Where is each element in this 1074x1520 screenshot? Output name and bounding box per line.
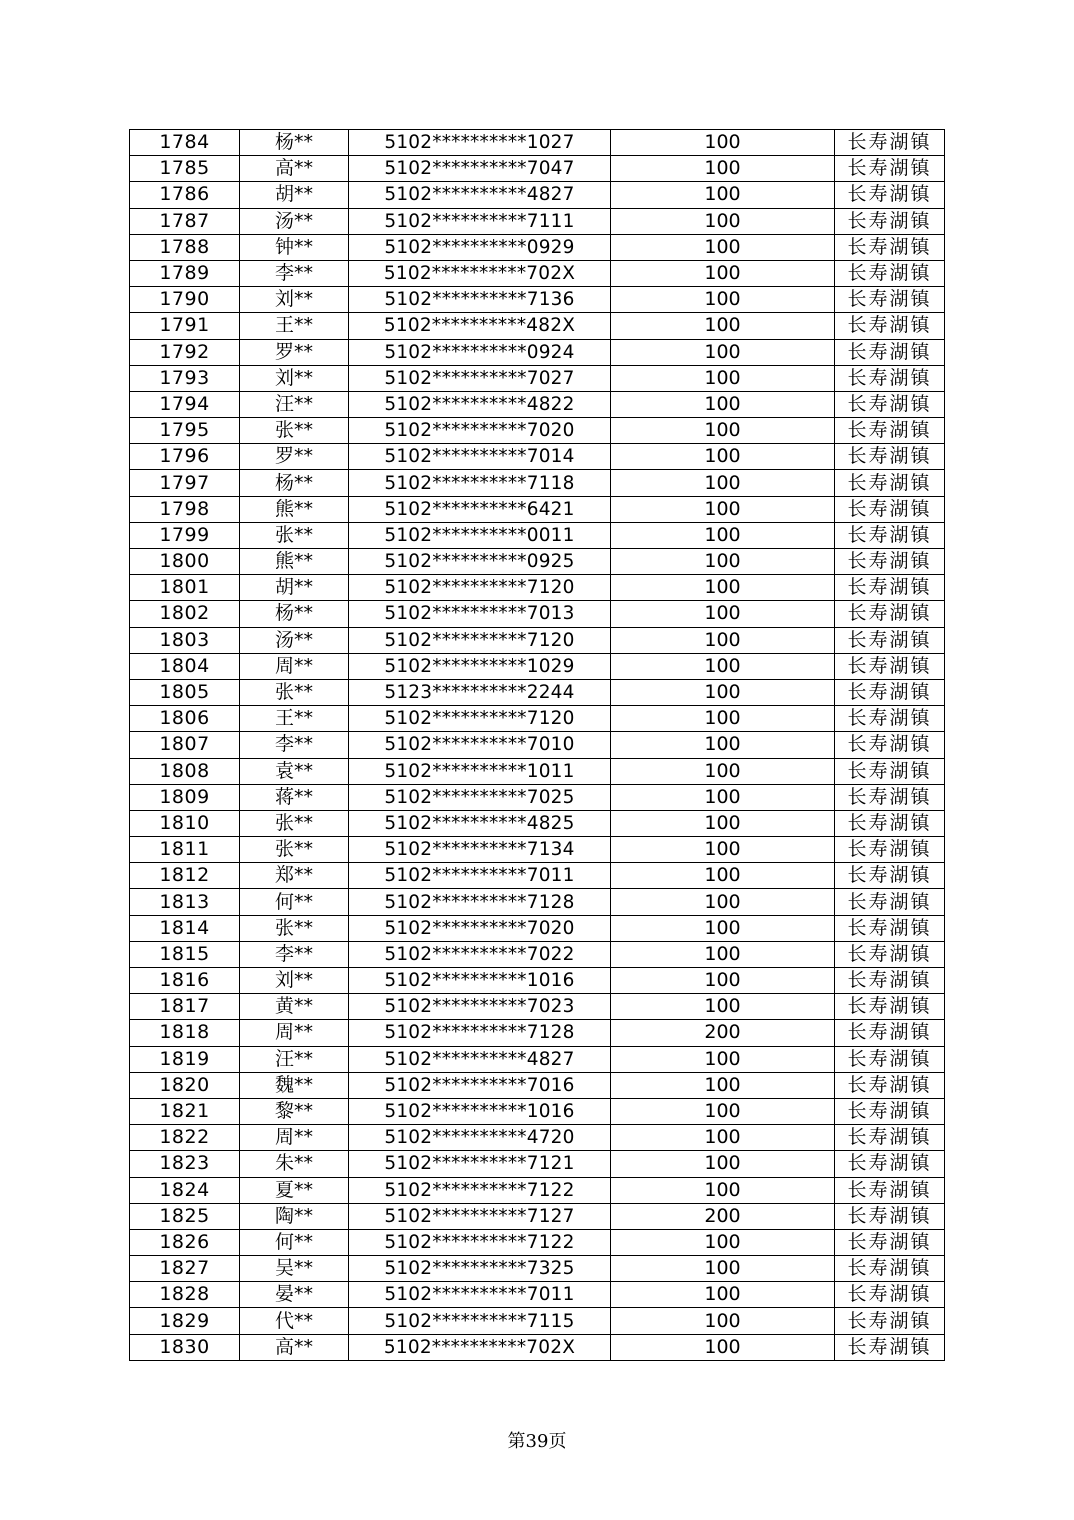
table-row (130, 679, 945, 705)
row-number-cell: 1812 (130, 863, 240, 889)
table-row (130, 1125, 945, 1151)
amount-cell: 100 (611, 470, 835, 496)
roster-table (129, 129, 945, 1361)
amount-cell: 100 (611, 732, 835, 758)
id-number-cell: 5102**********7127 (349, 1203, 611, 1229)
row-number-cell: 1822 (130, 1125, 240, 1151)
id-number-cell: 5102**********7120 (349, 627, 611, 653)
row-number-cell: 1797 (130, 470, 240, 496)
row-number-cell: 1823 (130, 1151, 240, 1177)
person-name-cell: 袁** (240, 758, 349, 784)
table-row (130, 418, 945, 444)
town-name-cell: 长寿湖镇 (835, 1282, 945, 1308)
row-number-cell: 1828 (130, 1282, 240, 1308)
amount-cell: 100 (611, 313, 835, 339)
table-row (130, 313, 945, 339)
amount-cell: 100 (611, 1282, 835, 1308)
person-name-cell: 胡** (240, 182, 349, 208)
town-name-cell: 长寿湖镇 (835, 758, 945, 784)
town-name-cell: 长寿湖镇 (835, 444, 945, 470)
amount-cell: 100 (611, 260, 835, 286)
person-name-cell: 王** (240, 706, 349, 732)
row-number-cell: 1793 (130, 365, 240, 391)
town-name-cell: 长寿湖镇 (835, 522, 945, 548)
table-row (130, 130, 945, 156)
town-name-cell: 长寿湖镇 (835, 810, 945, 836)
amount-cell: 100 (611, 915, 835, 941)
person-name-cell: 何** (240, 889, 349, 915)
table-row (130, 287, 945, 313)
person-name-cell: 蒋** (240, 784, 349, 810)
amount-cell: 100 (611, 1098, 835, 1124)
person-name-cell: 杨** (240, 130, 349, 156)
town-name-cell: 长寿湖镇 (835, 1072, 945, 1098)
table-row (130, 339, 945, 365)
town-name-cell: 长寿湖镇 (835, 837, 945, 863)
id-number-cell: 5102**********7010 (349, 732, 611, 758)
amount-cell: 100 (611, 941, 835, 967)
amount-cell: 100 (611, 391, 835, 417)
table-row (130, 810, 945, 836)
amount-cell: 100 (611, 679, 835, 705)
table-row (130, 1256, 945, 1282)
town-name-cell: 长寿湖镇 (835, 732, 945, 758)
id-number-cell: 5102**********6421 (349, 496, 611, 522)
person-name-cell: 罗** (240, 339, 349, 365)
row-number-cell: 1829 (130, 1308, 240, 1334)
table-row (130, 837, 945, 863)
table-row (130, 496, 945, 522)
row-number-cell: 1819 (130, 1046, 240, 1072)
town-name-cell: 长寿湖镇 (835, 1151, 945, 1177)
table-row (130, 1072, 945, 1098)
row-number-cell: 1802 (130, 601, 240, 627)
town-name-cell: 长寿湖镇 (835, 1098, 945, 1124)
person-name-cell: 朱** (240, 1151, 349, 1177)
id-number-cell: 5102**********7325 (349, 1256, 611, 1282)
person-name-cell: 张** (240, 522, 349, 548)
id-number-cell: 5102**********4720 (349, 1125, 611, 1151)
town-name-cell: 长寿湖镇 (835, 601, 945, 627)
table-row (130, 627, 945, 653)
amount-cell: 100 (611, 968, 835, 994)
row-number-cell: 1803 (130, 627, 240, 653)
id-number-cell: 5102**********0929 (349, 234, 611, 260)
row-number-cell: 1807 (130, 732, 240, 758)
town-name-cell: 长寿湖镇 (835, 1177, 945, 1203)
town-name-cell: 长寿湖镇 (835, 706, 945, 732)
person-name-cell: 汪** (240, 391, 349, 417)
amount-cell: 100 (611, 863, 835, 889)
id-number-cell: 5102**********7020 (349, 418, 611, 444)
person-name-cell: 张** (240, 915, 349, 941)
town-name-cell: 长寿湖镇 (835, 1046, 945, 1072)
id-number-cell: 5102**********7022 (349, 941, 611, 967)
row-number-cell: 1790 (130, 287, 240, 313)
table-row (130, 994, 945, 1020)
id-number-cell: 5102**********7027 (349, 365, 611, 391)
row-number-cell: 1804 (130, 653, 240, 679)
table-row (130, 1098, 945, 1124)
row-number-cell: 1785 (130, 156, 240, 182)
row-number-cell: 1800 (130, 549, 240, 575)
row-number-cell: 1788 (130, 234, 240, 260)
amount-cell: 100 (611, 339, 835, 365)
id-number-cell: 5102**********7120 (349, 575, 611, 601)
table-row (130, 391, 945, 417)
amount-cell: 100 (611, 653, 835, 679)
person-name-cell: 夏** (240, 1177, 349, 1203)
person-name-cell: 黎** (240, 1098, 349, 1124)
amount-cell: 100 (611, 837, 835, 863)
person-name-cell: 胡** (240, 575, 349, 601)
table-row (130, 941, 945, 967)
town-name-cell: 长寿湖镇 (835, 1125, 945, 1151)
id-number-cell: 5102**********7136 (349, 287, 611, 313)
town-name-cell: 长寿湖镇 (835, 1229, 945, 1255)
town-name-cell: 长寿湖镇 (835, 1334, 945, 1360)
table-row (130, 758, 945, 784)
table-row (130, 1334, 945, 1360)
table-row (130, 968, 945, 994)
table-row (130, 1229, 945, 1255)
row-number-cell: 1794 (130, 391, 240, 417)
id-number-cell: 5102**********1011 (349, 758, 611, 784)
id-number-cell: 5102**********7115 (349, 1308, 611, 1334)
row-number-cell: 1799 (130, 522, 240, 548)
row-number-cell: 1795 (130, 418, 240, 444)
row-number-cell: 1805 (130, 679, 240, 705)
roster-table-body (130, 130, 945, 1361)
table-row (130, 889, 945, 915)
person-name-cell: 钟** (240, 234, 349, 260)
town-name-cell: 长寿湖镇 (835, 653, 945, 679)
id-number-cell: 5102**********7047 (349, 156, 611, 182)
id-number-cell: 5102**********7134 (349, 837, 611, 863)
row-number-cell: 1811 (130, 837, 240, 863)
row-number-cell: 1810 (130, 810, 240, 836)
amount-cell: 100 (611, 889, 835, 915)
amount-cell: 200 (611, 1203, 835, 1229)
town-name-cell: 长寿湖镇 (835, 365, 945, 391)
row-number-cell: 1796 (130, 444, 240, 470)
id-number-cell: 5102**********0924 (349, 339, 611, 365)
person-name-cell: 李** (240, 260, 349, 286)
person-name-cell: 杨** (240, 470, 349, 496)
table-row (130, 1151, 945, 1177)
person-name-cell: 汤** (240, 627, 349, 653)
town-name-cell: 长寿湖镇 (835, 1256, 945, 1282)
amount-cell: 100 (611, 156, 835, 182)
town-name-cell: 长寿湖镇 (835, 627, 945, 653)
row-number-cell: 1816 (130, 968, 240, 994)
amount-cell: 100 (611, 810, 835, 836)
table-row (130, 915, 945, 941)
town-name-cell: 长寿湖镇 (835, 234, 945, 260)
amount-cell: 100 (611, 365, 835, 391)
row-number-cell: 1792 (130, 339, 240, 365)
amount-cell: 100 (611, 1072, 835, 1098)
table-row (130, 601, 945, 627)
row-number-cell: 1791 (130, 313, 240, 339)
town-name-cell: 长寿湖镇 (835, 391, 945, 417)
amount-cell: 100 (611, 1308, 835, 1334)
person-name-cell: 张** (240, 837, 349, 863)
town-name-cell: 长寿湖镇 (835, 418, 945, 444)
id-number-cell: 5102**********0925 (349, 549, 611, 575)
town-name-cell: 长寿湖镇 (835, 339, 945, 365)
row-number-cell: 1826 (130, 1229, 240, 1255)
amount-cell: 100 (611, 234, 835, 260)
table-row (130, 863, 945, 889)
person-name-cell: 熊** (240, 549, 349, 575)
person-name-cell: 熊** (240, 496, 349, 522)
amount-cell: 200 (611, 1020, 835, 1046)
town-name-cell: 长寿湖镇 (835, 679, 945, 705)
town-name-cell: 长寿湖镇 (835, 994, 945, 1020)
amount-cell: 100 (611, 1256, 835, 1282)
row-number-cell: 1798 (130, 496, 240, 522)
amount-cell: 100 (611, 601, 835, 627)
row-number-cell: 1821 (130, 1098, 240, 1124)
id-number-cell: 5102**********1029 (349, 653, 611, 679)
id-number-cell: 5123**********2244 (349, 679, 611, 705)
id-number-cell: 5102**********7120 (349, 706, 611, 732)
amount-cell: 100 (611, 706, 835, 732)
id-number-cell: 5102**********7011 (349, 863, 611, 889)
table-row (130, 732, 945, 758)
table-row (130, 575, 945, 601)
row-number-cell: 1806 (130, 706, 240, 732)
row-number-cell: 1808 (130, 758, 240, 784)
amount-cell: 100 (611, 1125, 835, 1151)
town-name-cell: 长寿湖镇 (835, 941, 945, 967)
town-name-cell: 长寿湖镇 (835, 915, 945, 941)
id-number-cell: 5102**********4827 (349, 1046, 611, 1072)
person-name-cell: 周** (240, 1125, 349, 1151)
amount-cell: 100 (611, 130, 835, 156)
table-row (130, 470, 945, 496)
id-number-cell: 5102**********7122 (349, 1229, 611, 1255)
id-number-cell: 5102**********4827 (349, 182, 611, 208)
id-number-cell: 5102**********7014 (349, 444, 611, 470)
table-row (130, 234, 945, 260)
person-name-cell: 吴** (240, 1256, 349, 1282)
row-number-cell: 1784 (130, 130, 240, 156)
row-number-cell: 1830 (130, 1334, 240, 1360)
amount-cell: 100 (611, 208, 835, 234)
person-name-cell: 晏** (240, 1282, 349, 1308)
table-row (130, 1020, 945, 1046)
id-number-cell: 5102**********4825 (349, 810, 611, 836)
id-number-cell: 5102**********7118 (349, 470, 611, 496)
person-name-cell: 周** (240, 1020, 349, 1046)
town-name-cell: 长寿湖镇 (835, 208, 945, 234)
person-name-cell: 王** (240, 313, 349, 339)
table-row (130, 1308, 945, 1334)
amount-cell: 100 (611, 994, 835, 1020)
id-number-cell: 5102**********7122 (349, 1177, 611, 1203)
person-name-cell: 魏** (240, 1072, 349, 1098)
amount-cell: 100 (611, 758, 835, 784)
id-number-cell: 5102**********1016 (349, 1098, 611, 1124)
id-number-cell: 5102**********7013 (349, 601, 611, 627)
amount-cell: 100 (611, 1046, 835, 1072)
person-name-cell: 汤** (240, 208, 349, 234)
id-number-cell: 5102**********1016 (349, 968, 611, 994)
row-number-cell: 1820 (130, 1072, 240, 1098)
town-name-cell: 长寿湖镇 (835, 549, 945, 575)
town-name-cell: 长寿湖镇 (835, 575, 945, 601)
id-number-cell: 5102**********7011 (349, 1282, 611, 1308)
id-number-cell: 5102**********7121 (349, 1151, 611, 1177)
table-row (130, 784, 945, 810)
table-row (130, 549, 945, 575)
town-name-cell: 长寿湖镇 (835, 287, 945, 313)
person-name-cell: 汪** (240, 1046, 349, 1072)
row-number-cell: 1787 (130, 208, 240, 234)
row-number-cell: 1813 (130, 889, 240, 915)
person-name-cell: 李** (240, 941, 349, 967)
person-name-cell: 郑** (240, 863, 349, 889)
town-name-cell: 长寿湖镇 (835, 784, 945, 810)
town-name-cell: 长寿湖镇 (835, 1308, 945, 1334)
amount-cell: 100 (611, 1334, 835, 1360)
town-name-cell: 长寿湖镇 (835, 889, 945, 915)
amount-cell: 100 (611, 784, 835, 810)
id-number-cell: 5102**********7111 (349, 208, 611, 234)
table-row (130, 653, 945, 679)
row-number-cell: 1825 (130, 1203, 240, 1229)
person-name-cell: 高** (240, 156, 349, 182)
amount-cell: 100 (611, 1151, 835, 1177)
id-number-cell: 5102**********7128 (349, 1020, 611, 1046)
amount-cell: 100 (611, 1229, 835, 1255)
id-number-cell: 5102**********702X (349, 1334, 611, 1360)
town-name-cell: 长寿湖镇 (835, 156, 945, 182)
town-name-cell: 长寿湖镇 (835, 496, 945, 522)
amount-cell: 100 (611, 1177, 835, 1203)
person-name-cell: 杨** (240, 601, 349, 627)
amount-cell: 100 (611, 627, 835, 653)
amount-cell: 100 (611, 575, 835, 601)
person-name-cell: 黄** (240, 994, 349, 1020)
table-row (130, 522, 945, 548)
town-name-cell: 长寿湖镇 (835, 1020, 945, 1046)
row-number-cell: 1817 (130, 994, 240, 1020)
town-name-cell: 长寿湖镇 (835, 968, 945, 994)
town-name-cell: 长寿湖镇 (835, 130, 945, 156)
town-name-cell: 长寿湖镇 (835, 863, 945, 889)
id-number-cell: 5102**********7023 (349, 994, 611, 1020)
table-row (130, 1203, 945, 1229)
table-row (130, 1282, 945, 1308)
table-row (130, 208, 945, 234)
row-number-cell: 1809 (130, 784, 240, 810)
table-row (130, 156, 945, 182)
person-name-cell: 罗** (240, 444, 349, 470)
town-name-cell: 长寿湖镇 (835, 182, 945, 208)
row-number-cell: 1818 (130, 1020, 240, 1046)
table-row (130, 706, 945, 732)
person-name-cell: 高** (240, 1334, 349, 1360)
row-number-cell: 1801 (130, 575, 240, 601)
amount-cell: 100 (611, 549, 835, 575)
id-number-cell: 5102**********0011 (349, 522, 611, 548)
row-number-cell: 1824 (130, 1177, 240, 1203)
id-number-cell: 5102**********1027 (349, 130, 611, 156)
person-name-cell: 刘** (240, 287, 349, 313)
table-row (130, 1046, 945, 1072)
table-row (130, 182, 945, 208)
table-row (130, 1177, 945, 1203)
amount-cell: 100 (611, 182, 835, 208)
person-name-cell: 李** (240, 732, 349, 758)
amount-cell: 100 (611, 444, 835, 470)
row-number-cell: 1827 (130, 1256, 240, 1282)
person-name-cell: 张** (240, 810, 349, 836)
id-number-cell: 5102**********4822 (349, 391, 611, 417)
id-number-cell: 5102**********7016 (349, 1072, 611, 1098)
row-number-cell: 1789 (130, 260, 240, 286)
person-name-cell: 周** (240, 653, 349, 679)
amount-cell: 100 (611, 496, 835, 522)
id-number-cell: 5102**********7020 (349, 915, 611, 941)
row-number-cell: 1814 (130, 915, 240, 941)
id-number-cell: 5102**********7025 (349, 784, 611, 810)
person-name-cell: 何** (240, 1229, 349, 1255)
amount-cell: 100 (611, 522, 835, 548)
table-row (130, 260, 945, 286)
person-name-cell: 刘** (240, 968, 349, 994)
table-row (130, 365, 945, 391)
amount-cell: 100 (611, 418, 835, 444)
person-name-cell: 张** (240, 679, 349, 705)
person-name-cell: 陶** (240, 1203, 349, 1229)
row-number-cell: 1786 (130, 182, 240, 208)
town-name-cell: 长寿湖镇 (835, 260, 945, 286)
town-name-cell: 长寿湖镇 (835, 313, 945, 339)
town-name-cell: 长寿湖镇 (835, 470, 945, 496)
row-number-cell: 1815 (130, 941, 240, 967)
id-number-cell: 5102**********482X (349, 313, 611, 339)
town-name-cell: 长寿湖镇 (835, 1203, 945, 1229)
person-name-cell: 代** (240, 1308, 349, 1334)
id-number-cell: 5102**********702X (349, 260, 611, 286)
id-number-cell: 5102**********7128 (349, 889, 611, 915)
person-name-cell: 张** (240, 418, 349, 444)
table-row (130, 444, 945, 470)
page-number: 第39页 (507, 1431, 567, 1452)
amount-cell: 100 (611, 287, 835, 313)
person-name-cell: 刘** (240, 365, 349, 391)
